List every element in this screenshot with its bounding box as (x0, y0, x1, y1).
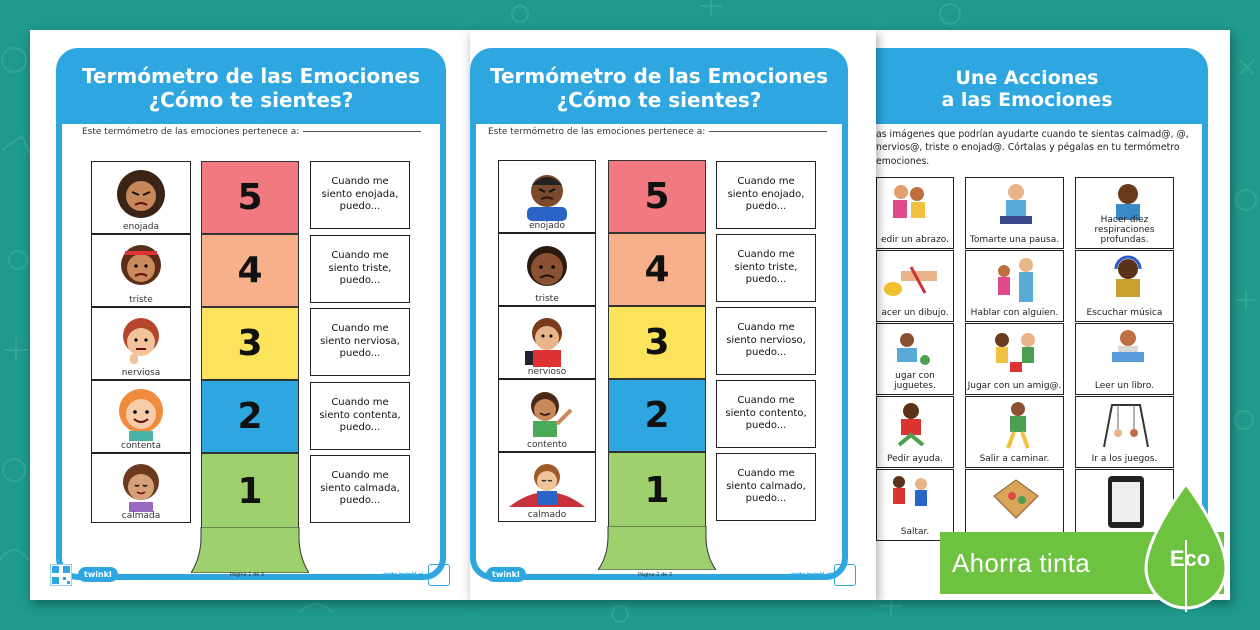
calm-boy-icon (507, 459, 587, 513)
angry-boy-icon (519, 167, 575, 223)
action-card (965, 177, 1064, 249)
sad-girl-icon (116, 241, 166, 297)
prompt-box: Cuando me siento enojada, puedo... (310, 161, 410, 229)
level-2-segment: 2 (608, 379, 706, 452)
page-2-owner-line (488, 127, 827, 137)
jumping-icon (885, 474, 937, 522)
page-2-footer (470, 564, 876, 586)
level-5-segment: 5 (201, 161, 299, 234)
quality-badge-icon (428, 564, 450, 586)
action-label: Pedir ayuda. (886, 454, 944, 465)
action-card (876, 323, 954, 395)
drawing-icon (881, 257, 943, 301)
music-icon (1108, 255, 1148, 303)
prompt-box: Cuando me siento enojado, puedo... (716, 161, 816, 229)
page-number: Página 1 de 3 (230, 572, 265, 578)
page-1-title-banner (62, 54, 440, 124)
page-2-title-banner (476, 54, 842, 124)
action-label: ugar con juguetes. (894, 371, 936, 392)
page-1-owner-label: Este termómetro de las emociones pertenece a: (82, 127, 300, 137)
site-link[interactable]: visita twinkl.cl (790, 572, 832, 578)
swings-icon (1100, 401, 1152, 451)
page-3-title: Une Acciones (955, 66, 1099, 89)
hug-icon (885, 182, 935, 228)
action-card (1075, 250, 1174, 322)
prompt-box: Cuando me siento nervioso, puedo... (716, 307, 816, 375)
page-1-footer (30, 564, 470, 586)
page-2-subtitle: ¿Cómo te sientes? (556, 88, 762, 112)
page-3-subtitle: a las Emociones (941, 89, 1113, 111)
action-card (1075, 323, 1174, 395)
eco-badge-text: Ahorra tinta (952, 547, 1091, 578)
emotion-label: triste (535, 294, 559, 304)
action-label: Ir a los juegos. (1091, 454, 1158, 465)
nervous-girl-icon (116, 314, 166, 370)
worksheet-page-1 (30, 30, 470, 600)
twinkl-logo: twinkl (486, 567, 526, 582)
action-label: Hacer diez respiraciones profundas. (1094, 215, 1155, 246)
emotion-label: enojado (529, 221, 565, 231)
action-card (1075, 396, 1174, 468)
action-label: edir un abrazo. (881, 235, 949, 246)
page-1-owner-line (82, 127, 421, 137)
thermometer (201, 161, 299, 571)
walking-icon (998, 401, 1038, 451)
emotion-label: enojada (123, 222, 159, 232)
worksheet-page-2 (470, 30, 876, 600)
action-label: Leer un libro. (1094, 381, 1155, 392)
emotion-label: calmada (121, 511, 161, 521)
eco-word: Eco (1169, 546, 1211, 571)
reading-icon (1106, 328, 1150, 374)
emotion-card-triste (498, 233, 596, 306)
qr-code-icon (50, 564, 72, 586)
prompt-box: Cuando me siento calmada, puedo... (310, 455, 410, 523)
site-link[interactable]: visita twinkl.cl (382, 572, 424, 578)
thermometer (608, 160, 706, 570)
sad-boy-icon (519, 240, 575, 296)
page-number: Página 2 de 3 (638, 572, 673, 578)
prompt-box: Cuando me siento calmado, puedo... (716, 453, 816, 521)
happy-girl-icon (113, 387, 169, 443)
action-card (965, 396, 1064, 468)
emotion-card-nerviosa (91, 307, 191, 380)
emotion-card-contento (498, 379, 596, 452)
action-label: acer un dibujo. (881, 308, 949, 319)
emotion-label: triste (129, 295, 153, 305)
prompt-box: Cuando me siento contento, puedo... (716, 380, 816, 448)
action-card (965, 250, 1064, 322)
level-5-segment: 5 (608, 160, 706, 233)
level-2-segment: 2 (201, 380, 299, 453)
action-label: Hablar con alguien. (970, 308, 1059, 319)
page-1-subtitle: ¿Cómo te sientes? (148, 88, 354, 112)
level-3-segment: 3 (608, 306, 706, 379)
action-label: Tomarte una pausa. (969, 235, 1060, 246)
help-icon (889, 401, 933, 449)
quality-badge-icon (834, 564, 856, 586)
level-1-segment: 1 (608, 452, 706, 528)
puzzle-icon (990, 476, 1042, 522)
emotion-card-enojado (498, 160, 596, 233)
emotion-label: contenta (121, 441, 161, 451)
emotion-card-triste (91, 234, 191, 307)
emotion-label: nervioso (527, 367, 567, 377)
emotion-label: calmado (527, 510, 567, 520)
page-3-title-banner (876, 54, 1202, 124)
action-card (965, 469, 1064, 541)
nervous-boy-icon (519, 313, 575, 369)
page-3-intro-text: as imágenes que podrían ayudarte cuando te sientas calmad@, @, nervios@, triste o enojad@. Córtalas y pégalas en tu termómetro emociones. (876, 129, 1189, 167)
emotion-card-calmada (91, 453, 191, 523)
emotion-card-calmado (498, 452, 596, 522)
level-4-segment: 4 (608, 233, 706, 306)
action-card (1075, 177, 1174, 249)
action-card (876, 469, 954, 541)
action-card (876, 250, 954, 322)
twinkl-logo: twinkl (78, 567, 118, 582)
toys-icon (889, 330, 933, 374)
action-card (876, 177, 954, 249)
page-2-title: Termómetro de las Emociones (490, 64, 828, 89)
emotion-card-contenta (91, 380, 191, 453)
action-label: Escuchar música (1086, 308, 1163, 319)
action-card (965, 323, 1064, 395)
page-1-title: Termómetro de las Emociones (82, 64, 420, 89)
emotion-card-nervioso (498, 306, 596, 379)
level-4-segment: 4 (201, 234, 299, 307)
action-label: Salir a caminar. (979, 454, 1050, 465)
happy-boy-icon (517, 386, 577, 442)
prompt-box: Cuando me siento contenta, puedo... (310, 382, 410, 450)
level-1-segment: 1 (201, 453, 299, 529)
emotion-card-enojada (91, 161, 191, 234)
prompt-box: Cuando me siento triste, puedo... (310, 235, 410, 303)
talking-icon (990, 255, 1042, 305)
sitting-child-icon (996, 182, 1036, 230)
level-3-segment: 3 (201, 307, 299, 380)
page-2-owner-label: Este termómetro de las emociones pertenece a: (488, 127, 706, 137)
angry-girl-icon (113, 168, 169, 222)
prompt-box: Cuando me siento triste, puedo... (716, 234, 816, 302)
emotion-label: contento (527, 440, 567, 450)
prompt-box: Cuando me siento nerviosa, puedo... (310, 308, 410, 376)
playing-friend-icon (986, 328, 1046, 376)
action-label: Jugar con un amig@. (967, 381, 1062, 392)
action-card (876, 396, 954, 468)
calm-girl-icon (116, 460, 166, 514)
emotion-label: nerviosa (121, 368, 161, 378)
action-label: Saltar. (900, 527, 930, 538)
